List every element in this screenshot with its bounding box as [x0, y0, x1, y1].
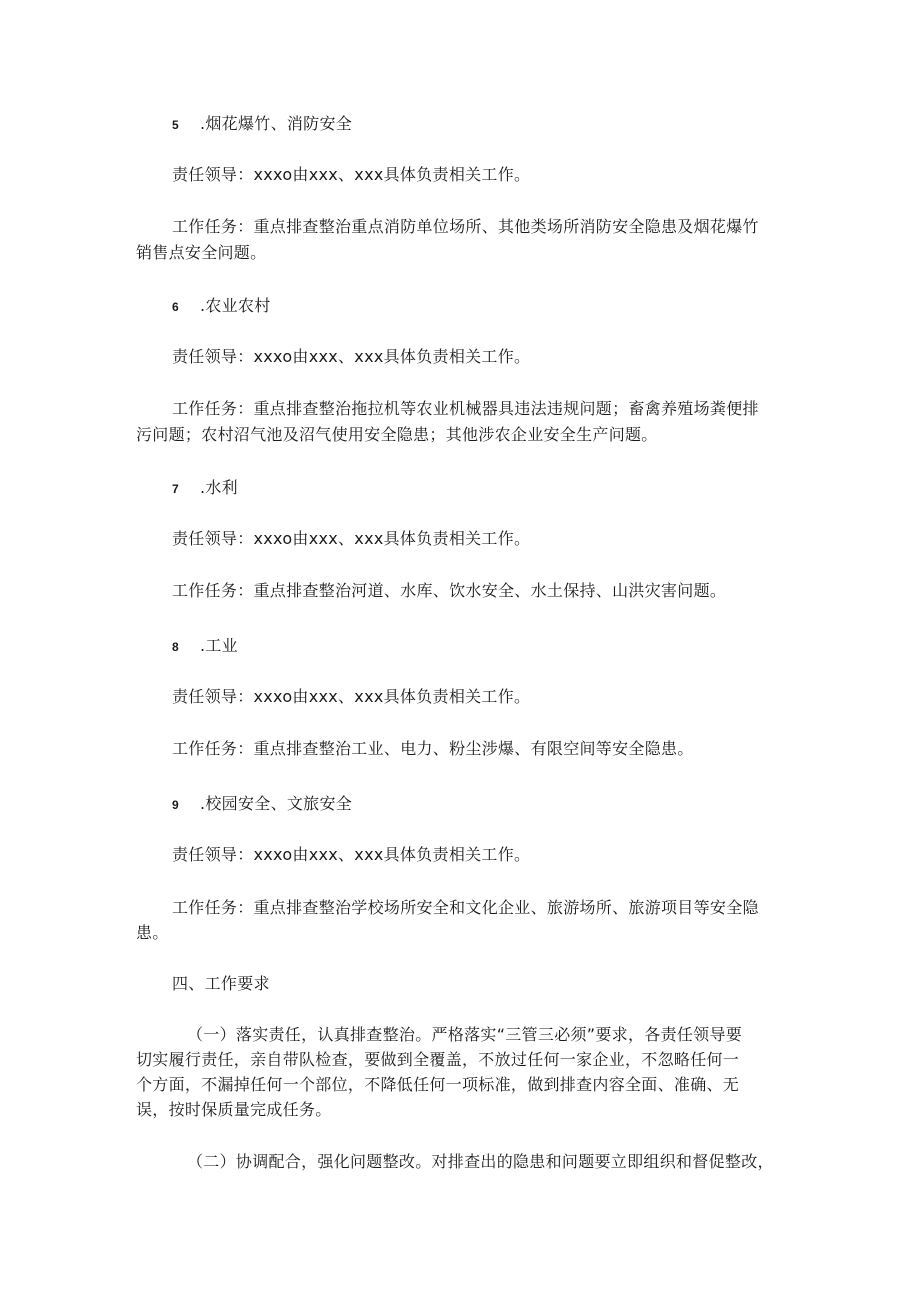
section-6-task-line2: 污问题；农村沼气池及沼气使用安全隐患；其他涉农企业安全生产问题。: [136, 425, 658, 444]
section-8-heading: [172, 634, 238, 659]
section-7-heading: [172, 476, 238, 501]
section-7-leader: 责任领导：xxxo由xxx、xxx具体负责相关工作。: [172, 529, 531, 548]
section-title: .水利: [200, 478, 238, 497]
section-9-task-line1: 工作任务：重点排查整治学校场所安全和文化企业、旅游场所、旅游项目等安全隐: [172, 898, 759, 917]
section-5-leader: 责任领导：xxxo由xxx、xxx具体负责相关工作。: [172, 165, 531, 184]
section-number: 5: [172, 118, 179, 132]
section-7-task-line1: 工作任务：重点排查整治河道、水库、饮水安全、水土保持、山洪灾害问题。: [172, 581, 727, 600]
section-6-task-line1: 工作任务：重点排查整治拖拉机等农业机械器具违法违规问题；畜禽养殖场粪便排: [172, 399, 759, 418]
section-9-leader: 责任领导：xxxo由xxx、xxx具体负责相关工作。: [172, 845, 531, 864]
requirement-1-line4: 误，按时保质量完成任务。: [136, 1100, 332, 1119]
requirement-1-line3: 个方面，不漏掉任何一个部位，不降低任何一项标准，做到排查内容全面、准确、无: [136, 1075, 740, 1094]
section-8-task-line1: 工作任务：重点排查整治工业、电力、粉尘涉爆、有限空间等安全隐患。: [172, 739, 694, 758]
section-8-leader: 责任领导：xxxo由xxx、xxx具体负责相关工作。: [172, 687, 531, 706]
section-6-leader: 责任领导：xxxo由xxx、xxx具体负责相关工作。: [172, 347, 531, 366]
section-title: .烟花爆竹、消防安全: [200, 114, 353, 133]
section-5-heading: [172, 112, 352, 137]
section-9-heading: [172, 792, 352, 817]
section-number: 6: [172, 300, 179, 314]
requirement-1-line1: （一）落实责任，认真排查整治。严格落实“三管三必须”要求，各责任领导要: [187, 1025, 743, 1044]
section-title: .工业: [200, 636, 238, 655]
section-5-task-line1: 工作任务：重点排查整治重点消防单位场所、其他类场所消防安全隐患及烟花爆竹: [172, 217, 759, 236]
section-9-task-line2: 患。: [136, 923, 169, 942]
section-title: .农业农村: [200, 296, 271, 315]
requirements-heading: 四、工作要求: [172, 974, 270, 993]
section-number: 7: [172, 482, 179, 496]
requirement-1-line2: 切实履行责任，亲自带队检查，要做到全覆盖，不放过任何一家企业，不忽略任何一: [136, 1050, 740, 1069]
section-title: .校园安全、文旅安全: [200, 794, 353, 813]
section-5-task-line2: 销售点安全问题。: [136, 243, 267, 262]
section-number: 9: [172, 798, 179, 812]
section-6-heading: [172, 294, 271, 319]
section-number: 8: [172, 640, 179, 654]
requirement-2-line1: （二）协调配合，强化问题整改。对排查出的隐患和问题要立即组织和督促整改，: [187, 1152, 774, 1171]
